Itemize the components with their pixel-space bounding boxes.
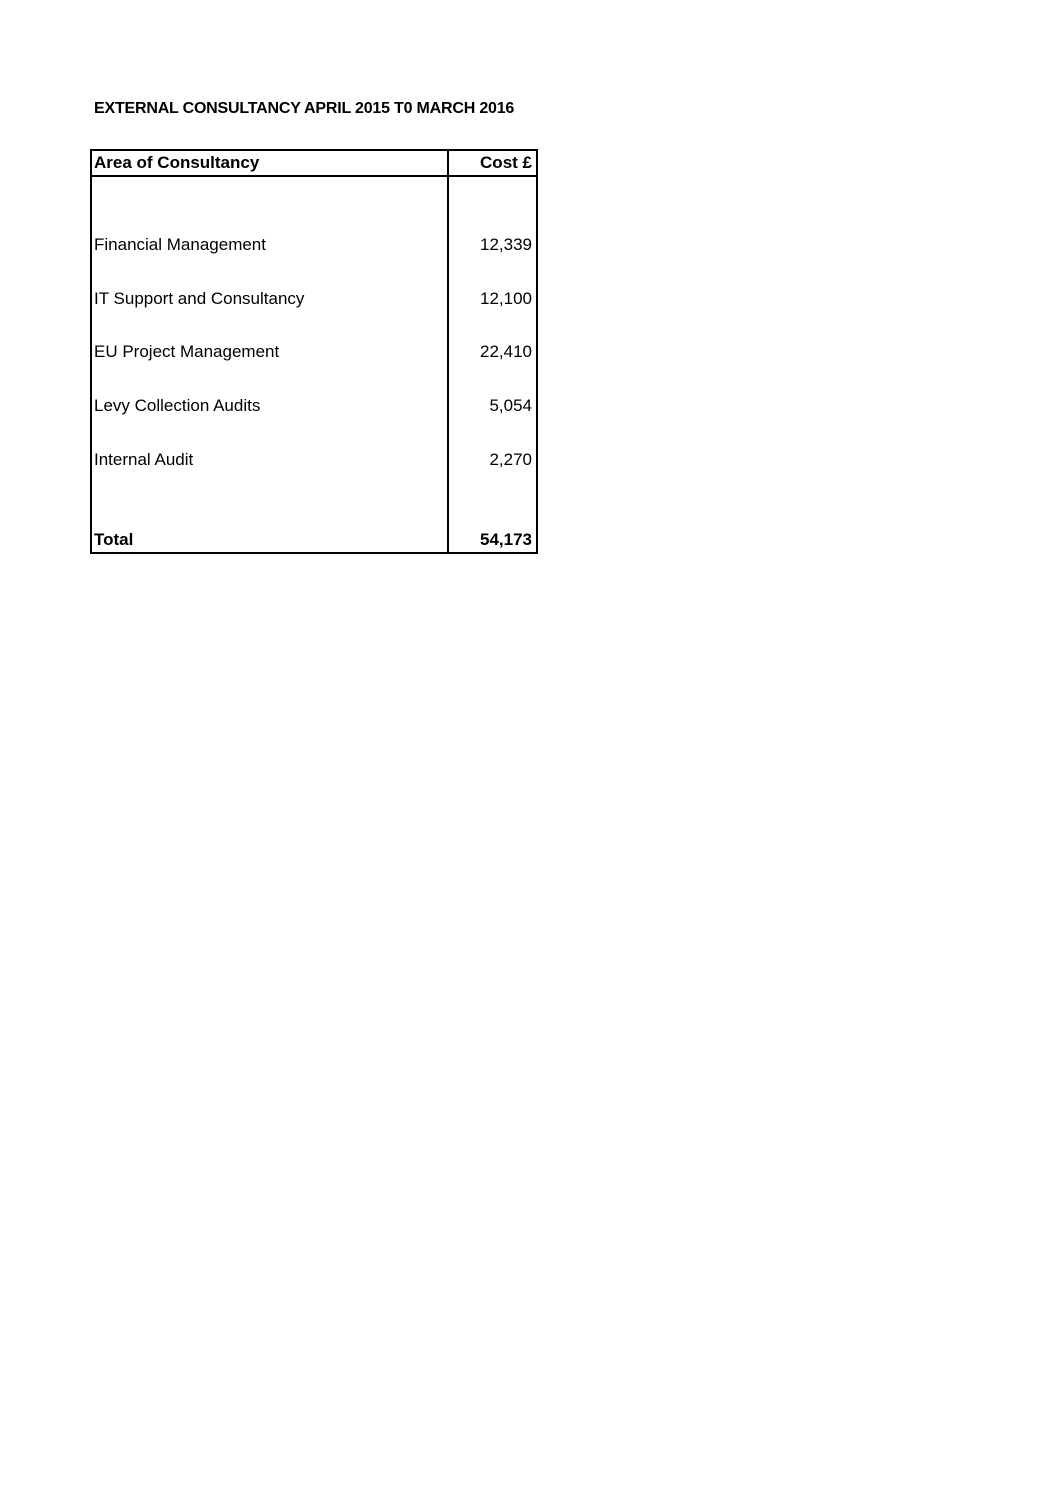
table-row-cost: 12,100 <box>480 289 532 308</box>
page-title: EXTERNAL CONSULTANCY APRIL 2015 T0 MARCH 2016 <box>94 100 515 117</box>
table-row-label: Financial Management <box>94 235 266 254</box>
table-row-label: Internal Audit <box>94 450 194 469</box>
table-row-cost: 2,270 <box>489 450 532 469</box>
table-row-cost: 22,410 <box>480 342 532 361</box>
total-cost: 54,173 <box>480 530 532 549</box>
header-divider <box>92 175 536 177</box>
table-row-cost: 5,054 <box>489 396 532 415</box>
table-row-label: Levy Collection Audits <box>94 396 261 415</box>
header-cost: Cost £ <box>480 153 532 172</box>
table-row-label: EU Project Management <box>94 342 280 361</box>
consultancy-table <box>90 149 538 554</box>
table-row-label: IT Support and Consultancy <box>94 289 305 308</box>
total-label: Total <box>94 530 134 549</box>
table-row-cost: 12,339 <box>480 235 532 254</box>
column-divider <box>447 151 449 552</box>
header-area-of-consultancy: Area of Consultancy <box>94 153 260 172</box>
